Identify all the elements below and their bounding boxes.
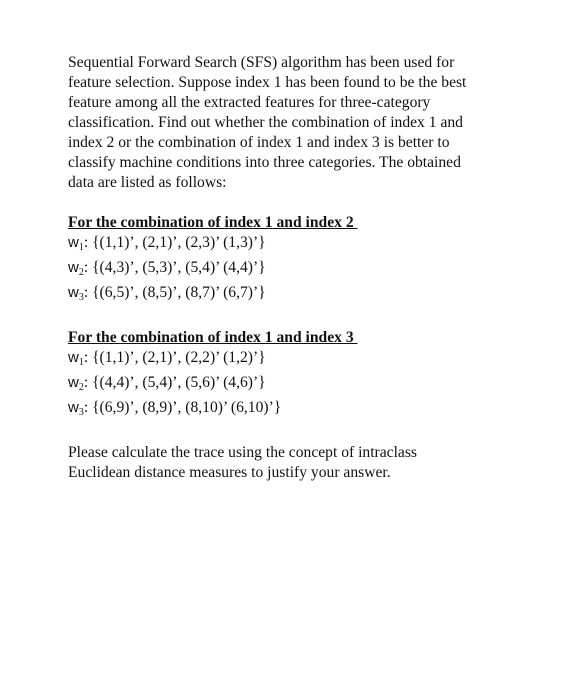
class-symbol: w bbox=[68, 374, 79, 391]
intro-line: data are listed as follows: bbox=[68, 174, 227, 191]
class-symbol: w bbox=[68, 399, 79, 416]
class-row bbox=[68, 283, 508, 308]
class-symbol: w bbox=[68, 349, 79, 366]
document-page bbox=[68, 53, 508, 483]
intro-line: feature selection. Suppose index 1 has been found to be the best bbox=[68, 74, 467, 91]
intro-line: feature among all the extracted features for three-category bbox=[68, 94, 431, 111]
intro-line: classification. Find out whether the combination of index 1 and bbox=[68, 114, 463, 131]
class-row bbox=[68, 348, 508, 373]
class-symbol: w bbox=[68, 259, 79, 276]
class-subscript: 2 bbox=[78, 267, 84, 278]
intro-line: Sequential Forward Search (SFS) algorithm has been used for bbox=[68, 54, 455, 71]
class-subscript: 1 bbox=[78, 357, 84, 368]
class-subscript: 3 bbox=[78, 407, 84, 418]
class-row bbox=[68, 233, 508, 258]
section-index-1-and-2 bbox=[68, 213, 508, 308]
section-heading: For the combination of index 1 and index 2 bbox=[68, 214, 358, 231]
closing-line: Euclidean distance measures to justify your answer. bbox=[68, 464, 391, 481]
section-index-1-and-3 bbox=[68, 328, 508, 423]
class-values: : {(4,4)’, (5,4)’, (5,6)’ (4,6)’} bbox=[83, 374, 266, 391]
class-subscript: 1 bbox=[78, 242, 84, 253]
class-values: : {(6,9)’, (8,9)’, (8,10)’ (6,10)’} bbox=[83, 399, 282, 416]
class-subscript: 2 bbox=[78, 382, 84, 393]
class-values: : {(1,1)’, (2,1)’, (2,2)’ (1,2)’} bbox=[83, 349, 266, 366]
closing-paragraph bbox=[68, 443, 508, 483]
class-symbol: w bbox=[68, 234, 79, 251]
section-heading: For the combination of index 1 and index 3 bbox=[68, 329, 358, 346]
class-values: : {(1,1)’, (2,1)’, (2,3)’ (1,3)’} bbox=[83, 234, 266, 251]
closing-line: Please calculate the trace using the concept of intraclass bbox=[68, 444, 417, 461]
class-symbol: w bbox=[68, 284, 79, 301]
class-values: : {(4,3)’, (5,3)’, (5,4)’ (4,4)’} bbox=[83, 259, 266, 276]
class-row bbox=[68, 258, 508, 283]
class-values: : {(6,5)’, (8,5)’, (8,7)’ (6,7)’} bbox=[83, 284, 266, 301]
class-row bbox=[68, 373, 508, 398]
class-row bbox=[68, 398, 508, 423]
intro-paragraph bbox=[68, 53, 508, 193]
intro-line: index 2 or the combination of index 1 and index 3 is better to bbox=[68, 134, 450, 151]
intro-line: classify machine conditions into three categories. The obtained bbox=[68, 154, 461, 171]
class-subscript: 3 bbox=[78, 292, 84, 303]
